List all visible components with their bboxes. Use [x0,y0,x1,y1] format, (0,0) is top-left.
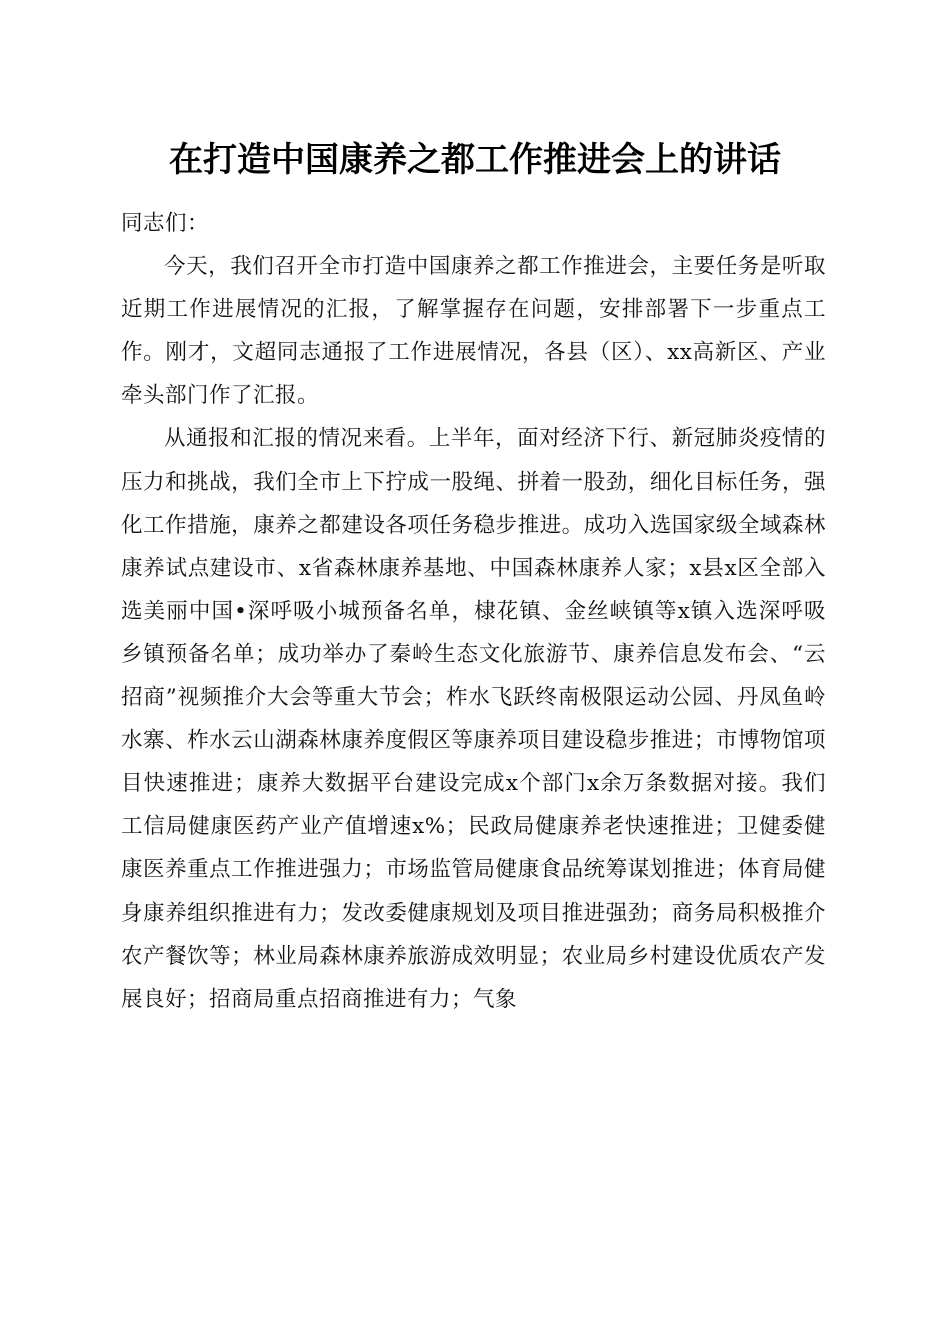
document-body [121,202,826,1021]
paragraph-progress-summary: 从通报和汇报的情况来看。上半年，面对经济下行、新冠肺炎疫情的压力和挑战，我们全市上下拧成一股绳、拼着一股劲，细化目标任务，强化工作措施，康养之都建设各项任务稳步推进。成功入选国家级全域森林康养试点建设市、x省森林康养基地、中国森林康养人家；x县x区全部入选美丽中国•深呼吸小城预备名单，棣花镇、金丝峡镇等x镇入选深呼吸乡镇预备名单；成功举办了秦岭生态文化旅游节、康养信息发布会、“云招商”视频推介大会等重大节会；柞水飞跃终南极限运动公园、丹凤鱼岭水寨、柞水云山湖森林康养度假区等康养项目建设稳步推进；市博物馆项目快速推进；康养大数据平台建设完成x个部门x余万条数据对接。我们工信局健康医药产业产值增速x%；民政局健康养老快速推进；卫健委健康医养重点工作推进强力；市场监管局健康食品统筹谋划推进；体育局健身康养组织推进有力；发改委健康规划及项目推进强劲；商务局积极推介农产餐饮等；林业局森林康养旅游成效明显；农业局乡村建设优质农产发展良好；招商局重点招商推进有力；气象 [121,426,826,1012]
document-title: 在打造中国康养之都工作推进会上的讲话 [169,140,781,180]
salutation: 同志们： [121,211,210,236]
paragraph-opening: 今天，我们召开全市打造中国康养之都工作推进会，主要任务是听取近期工作进展情况的汇报，了解掌握存在问题，安排部署下一步重点工作。刚才，文超同志通报了工作进展情况，各县（区）、xx高新区、产业牵头部门作了汇报。 [121,254,826,409]
